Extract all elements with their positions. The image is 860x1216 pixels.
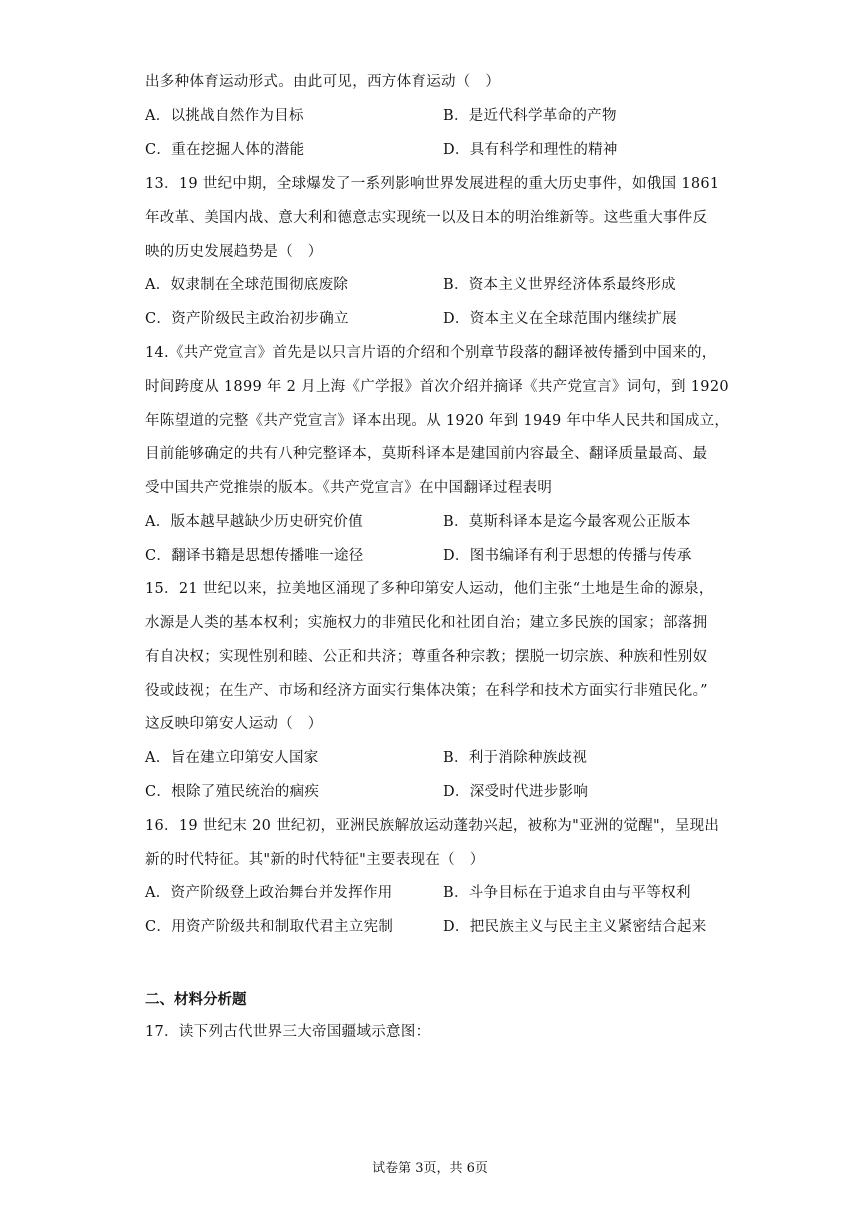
q15-line: 15．21 世纪以来，拉美地区涌现了多种印第安人运动，他们主张“土地是生命的源泉， bbox=[145, 581, 714, 597]
q15-line: 这反映印第安人运动（ ） bbox=[145, 716, 323, 732]
q12-option-a: A．以挑战自然作为目标 bbox=[145, 108, 304, 124]
q14-line: 目前能够确定的共有八种完整译本，莫斯科译本是建国前内容最全、翻译质量最高、最 bbox=[145, 446, 708, 462]
q16-option-b: B．斗争目标在于追求自由与平等权利 bbox=[443, 885, 691, 901]
q15-line: 有自决权；实现性别和睦、公正和共济；尊重各种宗教；摆脱一切宗族、种族和性别奴 bbox=[145, 649, 708, 665]
q17-prompt: 17．读下列古代世界三大帝国疆域示意图： bbox=[145, 1024, 431, 1040]
q12-option-c: C．重在挖掘人体的潜能 bbox=[145, 142, 305, 158]
q12-option-b: B．是近代科学革命的产物 bbox=[443, 108, 617, 124]
page-footer: 试卷第 3页，共 6页 bbox=[372, 1161, 488, 1176]
q13-option-b: B．资本主义世界经济体系最终形成 bbox=[443, 277, 676, 293]
q14-line: 年陈望道的完整《共产党宣言》译本出现。从 1920 年到 1949 年中华人民共和国成立， bbox=[145, 413, 730, 429]
q13-option-c: C．资产阶级民主政治初步确立 bbox=[145, 311, 349, 327]
q13-line: 映的历史发展趋势是（ ） bbox=[145, 244, 323, 260]
q15-option-c: C．根除了殖民统治的痼疾 bbox=[145, 784, 320, 800]
q15-option-a: A．旨在建立印第安人国家 bbox=[145, 750, 319, 766]
q15-option-b: B．利于消除种族歧视 bbox=[443, 750, 588, 766]
q13-line: 年改革、美国内战、意大利和德意志实现统一以及日本的明治维新等。这些重大事件反 bbox=[145, 210, 708, 226]
section-title: 二、材料分析题 bbox=[145, 992, 247, 1008]
q15-line: 役或歧视；在生产、市场和经济方面实行集体决策；在科学和技术方面实行非殖民化。” bbox=[145, 683, 708, 699]
q14-option-b: B．莫斯科译本是迄今最客观公正版本 bbox=[443, 514, 691, 530]
q14-line: 受中国共产党推崇的版本。《共产党宣言》在中国翻译过程表明 bbox=[145, 480, 553, 496]
q16-option-d: D．把民族主义与民主主义紧密结合起来 bbox=[443, 919, 707, 935]
q15-line: 水源是人类的基本权利；实施权力的非殖民化和社团自治；建立多民族的国家；部落拥 bbox=[145, 615, 708, 631]
q15-option-d: D．深受时代进步影响 bbox=[443, 784, 589, 800]
q14-line: 时间跨度从 1899 年 2 月上海《广学报》首次介绍并摘译《共产党宣言》词句，到 1920 bbox=[145, 379, 729, 395]
q12-tail-text: 出多种体育运动形式。由此可见，西方体育运动（ ） bbox=[145, 74, 501, 90]
q14-line: 14.《共产党宣言》首先是以只言片语的介绍和个别章节段落的翻译被传播到中国来的， bbox=[145, 345, 717, 361]
q12-option-d: D．具有科学和理性的精神 bbox=[443, 142, 618, 158]
q14-option-d: D．图书编译有利于思想的传播与传承 bbox=[443, 548, 692, 564]
q16-option-a: A．资产阶级登上政治舞台并发挥作用 bbox=[145, 885, 393, 901]
q14-option-a: A．版本越早越缺少历史研究价值 bbox=[145, 514, 363, 530]
q16-line: 新的时代特征。其"新的时代特征"主要表现在（ ） bbox=[145, 852, 485, 868]
q13-option-d: D．资本主义在全球范围内继续扩展 bbox=[443, 311, 677, 327]
q16-line: 16．19 世纪末 20 世纪初，亚洲民族解放运动蓬勃兴起，被称为"亚洲的觉醒"，呈现出 bbox=[145, 818, 720, 834]
q14-option-c: C．翻译书籍是思想传播唯一途径 bbox=[145, 548, 364, 564]
q16-option-c: C．用资产阶级共和制取代君主立宪制 bbox=[145, 919, 394, 935]
q13-option-a: A．奴隶制在全球范围彻底废除 bbox=[145, 277, 349, 293]
q13-line: 13．19 世纪中期，全球爆发了一系列影响世界发展进程的重大历史事件，如俄国 1861 bbox=[145, 176, 720, 192]
